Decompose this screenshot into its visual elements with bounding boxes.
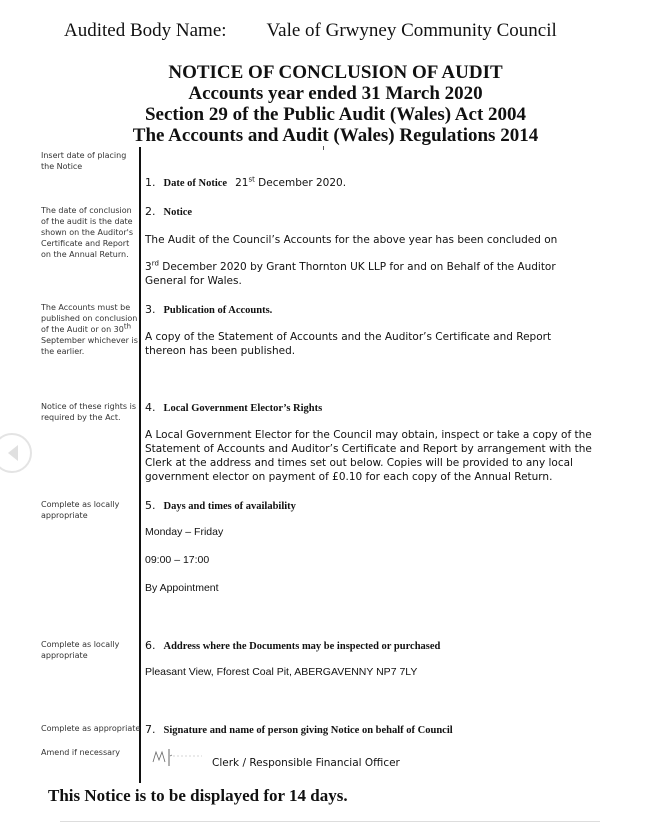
sidenote-signature: Complete as appropriate [41,724,141,733]
section-label: Date of Notice [163,178,228,189]
section-3-publication-heading [145,303,272,316]
notice-title-block [0,62,671,146]
sidenote-availability [41,499,141,521]
sidenote-line: appropriate [41,651,88,660]
availability-days: Monday – Friday [145,526,224,538]
sidenote-line: published on conclusion [41,314,138,323]
sidenote-line: required by the Act. [41,413,121,422]
section-4-rights-heading [145,401,322,414]
sidenote-line: Insert date of placing [41,151,127,160]
section-7-signature-heading [145,723,453,736]
section-number: 6. [145,639,156,652]
section-number: 2. [145,205,156,218]
display-duration-notice: This Notice is to be displayed for 14 days. [48,786,348,805]
sidenote-line: the Notice [41,162,83,171]
section-label: Days and times of availability [163,501,296,512]
sidenote-address [41,639,141,661]
notice-paragraph-1: The Audit of the Council’s Accounts for the above year has been concluded on [145,234,558,246]
availability-note: By Appointment [145,582,219,594]
section-number: 4. [145,401,156,414]
section-label: Notice [163,207,193,218]
section-2-notice-heading [145,205,192,218]
sidenote-sup: th [123,322,132,331]
act-reference: Section 29 of the Public Audit (Wales) Act 2004 [144,104,527,125]
sidenote-line: Certificate and Report [41,239,130,248]
sidenote-line: Notice of these rights is [41,402,137,411]
inspection-address: Pleasant View, Fforest Coal Pit, ABERGAVENNY NP7 7LY [145,666,418,678]
sidenote-line: on the Annual Return. [41,250,129,259]
section-label: Publication of Accounts. [163,305,273,316]
sidenote-line: of the audit is the date [41,217,133,226]
page-bottom-rule [60,821,600,822]
sidenote-line: the earlier. [41,347,85,356]
notice-date-day: 21 [235,177,249,189]
notice-paragraph-2 [145,260,595,288]
sidenote-line: The Accounts must be [41,303,131,312]
notice-date [235,177,346,189]
section-number: 5. [145,499,156,512]
sidenote-amend: Amend if necessary [41,748,121,757]
sidenote-line [41,324,141,335]
sidenote-line: September whichever is [41,336,138,345]
sidenote-rights [41,401,141,423]
section-number: 3. [145,303,156,316]
availability-times: 09:00 – 17:00 [145,554,210,566]
sidenote-conclusion-date [41,205,141,260]
sidenote-line: Complete as locally [41,640,120,649]
section-5-availability-heading [145,499,296,512]
regulations-reference: The Accounts and Audit (Wales) Regulations 2014 [132,125,539,146]
signature-image [152,748,207,768]
conclusion-day: 3 [145,261,152,273]
audited-body-value: Vale of Grwyney Community Council [266,20,557,41]
previous-page-icon[interactable] [8,445,18,461]
conclusion-rest: December 2020 by Grant Thornton UK LLP for and on Behalf of the Auditor General for Wales. [145,261,556,287]
sidenote-line: shown on the Auditor's [41,228,133,237]
sidenote-date-of-placing [41,150,141,172]
divider-tick [323,146,324,150]
section-number: 7. [145,723,156,736]
conclusion-day-suffix: rd [151,259,159,268]
sidenote-line: Complete as locally [41,500,120,509]
section-6-address-heading [145,639,440,652]
sidenote-line: appropriate [41,511,88,520]
audited-body-label: Audited Body Name: [64,20,227,41]
notice-title: NOTICE OF CONCLUSION OF AUDIT [168,62,503,83]
notice-date-suffix: st [248,175,255,184]
sidenote-line: The date of conclusion [41,206,132,215]
section-label: Address where the Documents may be inspected or purchased [163,641,441,652]
section-1-date-of-notice [145,176,346,189]
rights-paragraph: A Local Government Elector for the Council may obtain, inspect or take a copy of the Statement of Accounts and Auditor’s Certificate and Report by arrangement with the Clerk at the address and times set out below. Copies will be provided to any local government elector on payment of £0.10 for each copy of the Annual Return. [145,429,592,483]
section-label: Signature and name of person giving Notice on behalf of Council [163,725,453,736]
section-label: Local Government Elector’s Rights [163,403,323,414]
sidenote-publication [41,302,141,357]
section-number: 1. [145,176,156,189]
accounts-year: Accounts year ended 31 March 2020 [188,83,483,104]
notice-date-rest: December 2020. [254,177,347,189]
publication-paragraph: A copy of the Statement of Accounts and the Auditor’s Certificate and Report thereon has been published. [145,331,552,357]
audited-body-name [64,20,557,42]
signatory-role: Clerk / Responsible Financial Officer [212,757,400,769]
sidenote-text: of the Audit or on 30 [41,325,124,334]
